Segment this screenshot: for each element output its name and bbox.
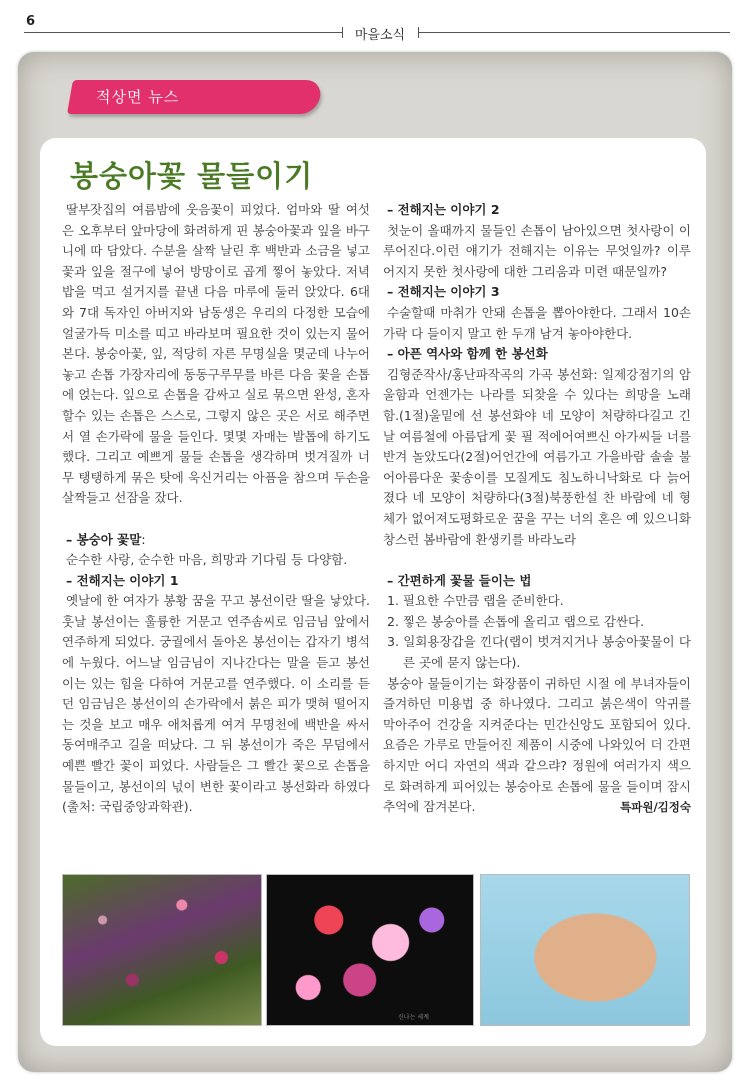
article-column-right: [383, 200, 691, 818]
story3-heading: – 전해지는 이야기 3: [387, 284, 500, 300]
flower-words-heading-text: – 봉숭아 꽃말: [66, 531, 142, 547]
history-heading: – 아픈 역사와 함께 한 봉선화: [387, 346, 548, 362]
intro-paragraph: 딸부잣집의 여름밤에 웃음꽃이 피었다. 엄마와 딸 여섯은 오후부터 앞마당에 화려하게 핀 봉숭아꽃과 잎을 바구니에 따 담았다. 수분을 살짝 날린 후 백반과 소금을 넣고 꽃과 잎을 절구에 넣어 방망이로 곱게 찧어 놓았다. 저녁밥을 먹고 설거지를 끝낸 다음 마루에 둘러 앉았다. 6대와 7대 독자인 아버지와 남동생은 우리의 다정한 모습에 얼굴가득 미소를 띠고 바라보며 필요한 것이 있는지 물어본다. 봉숭아꽃, 잎, 적당히 자른 무명실을 몇군데 나누어놓고 손톱 가장자리에 동동구루무를 바른 다음 꽃을 손톱에 얹는다. 잎으로 손톱을 감싸고 실로 묶으면 완성, 혼자할수 있는 손톱은 스스로, 그렇지 않은 곳은 서로 해주면서 열 손가락에 물을 들인다. 몇몇 자매는 발톱에 하기도 했다. 그리고 예쁘게 물들 손톱을 생각하며 벗겨질까 너무 탱탱하게 묶은 탓에 욱신거리는 아픔을 참으며 두손을 살짝들고 선잠을 잤다.: [62, 202, 370, 506]
garden-balsam-photo: [62, 874, 262, 1026]
step-item: 3. 일회용장갑을 낀다(랩이 벗겨지거나 봉숭아꽃물이 다른 곳에 묻지 않는다).: [387, 634, 691, 671]
easy-method-heading: – 간편하게 꽃물 들이는 법: [387, 572, 532, 588]
wrapped-fingernails-photo: [480, 874, 690, 1026]
page-number: 6: [26, 14, 36, 29]
story2-heading: – 전해지는 이야기 2: [387, 202, 500, 217]
story1-text: 옛날에 한 여자가 봉황 꿈을 꾸고 봉선이란 딸을 낳았다. 훗날 봉선이는 훌륭한 거문고 연주솜씨로 임금님 앞에서 연주하게 되었다. 궁궐에서 돌아온 봉선이는 갑자기 병석에 누웠다. 어느날 임금님이 지나간다는 말을 듣고 봉선이는 있는 힘을 다하여 거문고를 연주했다. 이 소리를 듣던 임금님은 봉선이의 손가락에서 붉은 피가 맺혀 떨어지는 것을 보고 매우 애처롭게 여겨 무명천에 백반을 싸서 동여매주고 길을 떠났다. 그 뒤 봉선이가 죽은 무덤에서 예쁜 빨간 꽃이 피었다. 사람들은 그 빨간 꽃으로 손톱을 물들이고, 봉선이의 넋이 변한 꽃이라고 봉선화라 하였다(출처: 국립중앙과학관).: [62, 593, 370, 815]
story2-text: 첫눈이 올때까지 물들인 손톱이 남아있으면 첫사랑이 이루어진다.이런 얘기가 전해지는 이유는 무엇일까? 이루어지지 못한 첫사랑에 대한 그리움과 미련 때문일까?: [383, 222, 691, 279]
ribbon-label: 적상면 뉴스: [96, 88, 180, 106]
spacer: [62, 509, 370, 530]
story1-heading: – 전해지는 이야기 1: [66, 572, 179, 588]
flower-words-colon: :: [141, 531, 146, 547]
step-item: 1. 필요한 수만큼 랩을 준비한다.: [387, 593, 564, 609]
article-column-left: [62, 200, 370, 818]
closing-text: 봉숭아 물들이기는 화장품이 귀하던 시절 에 부녀자들이 즐겨하던 미용법 중 하나였다. 그리고 붉은색이 악귀를 막아주어 건강을 지켜준다는 민간신앙도 포함되어 있다. 요즘은 가루로 만들어진 제품이 시중에 나와있어 더 간편하지만 어디 자연의 색과 같으랴? 정원에 여러가지 색으로 화려하게 피어있는 봉숭아로 손톱에 물을 들이며 잠시 추억에 잠겨본다.: [383, 675, 691, 815]
flower-words-text: 순수한 사랑, 순수한 마음, 희망과 기다림 등 다양함.: [66, 552, 348, 568]
history-text: 김형준작사/홍난파작곡의 가곡 봉선화: 일제강점기의 암울함과 언젠가는 나라를 되찾을 수 있다는 희망을 노래함.(1절)울밑에 선 봉선화야 네 모양이 처량하다길고 긴 날 여름철에 아름답게 꽃 필 적에어여쁘신 아가씨들 너를 반겨 놀았도다(2절)어언간에 여름가고 가을바람 솔솔 불어아름다운 꽃송이를 모질게도 침노하니낙화로 다 늙어졌다 네 모양이 처량하다(3절)북풍한설 찬 바람에 네 형체가 없어져도평화로운 꿈을 꾸는 너의 혼은 예 있으니화창스런 봄바람에 환생키를 바라노라: [383, 366, 691, 547]
section-name: 마을소식: [354, 28, 406, 43]
spacer: [383, 550, 691, 571]
article-title: 봉숭아꽃 물들이기: [70, 159, 314, 193]
byline: 특파원/김정숙: [620, 800, 691, 815]
header-rule-right: [418, 32, 730, 33]
photo-caption: 신나는 세계: [398, 1014, 429, 1021]
header-rule-left: [24, 32, 342, 33]
step-item: 2. 찧은 봉숭아를 손톱에 올리고 랩으로 감싼다.: [387, 613, 645, 629]
balsam-petals-photo: [266, 874, 474, 1026]
flower-words-heading: [62, 530, 370, 551]
story3-text: 수술할때 마취가 안돼 손톱을 뽑아야한다. 그래서 10손가락 다 들이지 말고 한 두개 남겨 놓아야한다.: [383, 304, 691, 341]
header-rule-tick-left: [342, 27, 343, 38]
closing-paragraph: [383, 674, 691, 818]
